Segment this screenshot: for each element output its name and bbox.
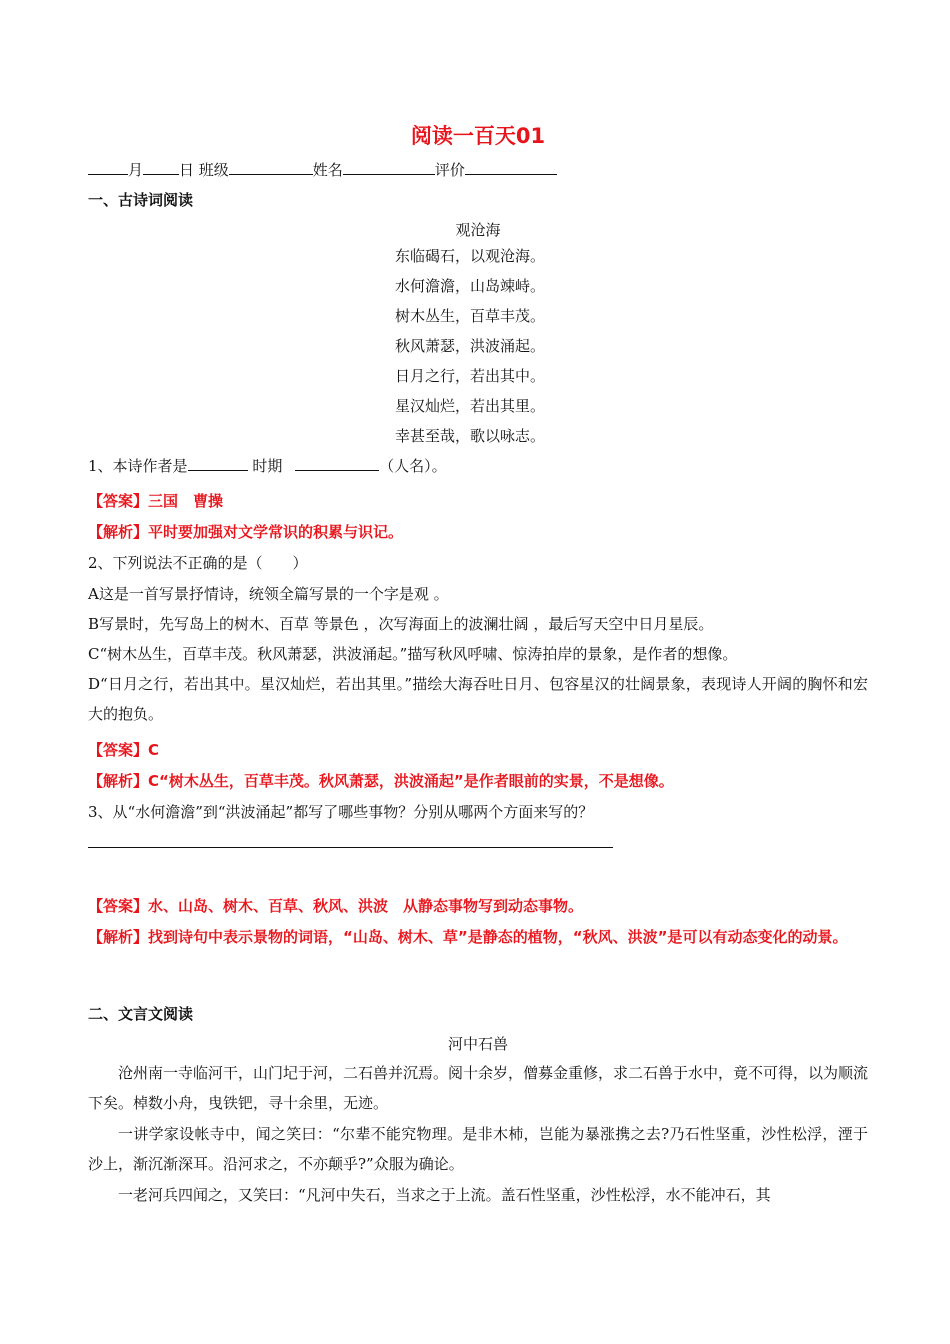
name-blank (343, 160, 435, 175)
header-fill-line (88, 160, 557, 180)
month-blank (88, 160, 128, 175)
author-name-blank (295, 456, 379, 471)
eval-label: 评价 (434, 161, 465, 179)
question-2-option-b: B写景时，先写岛上的树木、百草 等景色 ，次写海面上的波澜壮阔 ，最后写天空中日月星辰。 (88, 615, 714, 633)
question-3-answer: 【答案】水、山岛、树木、百草、秋风、洪波 从静态事物写到动态事物。 (88, 897, 584, 915)
poem-line: 日月之行，若出其中。 (395, 367, 546, 385)
question-1-part-a: 1、本诗作者是 (88, 457, 188, 475)
question-1-analysis: 【解析】平时要加强对文学常识的积累与识记。 (88, 523, 404, 541)
question-3-answer-line (88, 847, 613, 848)
poem-line: 东临碣石，以观沧海。 (395, 247, 546, 265)
question-1-part-c: （人名）。 (379, 457, 447, 475)
poem-line: 星汉灿烂，若出其里。 (395, 397, 546, 415)
text-title: 河中石兽 (447, 1035, 508, 1053)
question-2-option-a: A这是一首写景抒情诗，统领全篇写景的一个字是观 。 (88, 585, 449, 603)
question-1-answer: 【答案】三国 曹操 (88, 492, 224, 510)
question-2-option-c: C“树木丛生，百草丰茂。秋风萧瑟，洪波涌起。”描写秋风呼啸、惊涛拍岸的景象，是作者的想像。 (88, 645, 738, 663)
poem-line: 秋风萧瑟，洪波涌起。 (395, 337, 546, 355)
page-title: 阅读一百天01 (410, 124, 546, 148)
question-2-analysis: 【解析】C“树木丛生，百草丰茂。秋风萧瑟，洪波涌起”是作者眼前的实景，不是想像。 (88, 772, 674, 790)
question-1-part-b: 时期 (247, 457, 288, 475)
class-blank (229, 160, 313, 175)
text-paragraph: 沧州南一寺临河干，山门圮于河，二石兽并沉焉。阅十余岁，僧募金重修，求二石兽于水中，竟不可得，以为顺流下矣。棹数小舟，曳铁钯，寻十余里，无迹。 (88, 1064, 869, 1112)
question-2-option-d: D“日月之行，若出其中。星汉灿烂，若出其里。”描绘大海吞吐日月、包容星汉的壮阔景象，表现诗人开阔的胸怀和宏大的抱负。 (88, 675, 868, 723)
text-paragraph: 一老河兵四闻之，又笑曰：“凡河中失石，当求之于上流。盖石性坚重，沙性松浮，水不能冲石，其 (118, 1186, 771, 1204)
poem-title: 观沧海 (455, 221, 501, 239)
question-1 (88, 456, 447, 476)
day-class-label: 日 班级 (179, 161, 229, 179)
poem-line: 水何澹澹，山岛竦峙。 (395, 277, 546, 295)
author-era-blank (188, 456, 248, 471)
day-blank (143, 160, 179, 175)
name-label: 姓名 (312, 161, 343, 179)
poem-line: 树木丛生，百草丰茂。 (395, 307, 546, 325)
month-label: 月 (128, 161, 144, 179)
poem-line: 幸甚至哉，歌以咏志。 (395, 427, 546, 445)
section2-heading: 二、文言文阅读 (88, 1005, 194, 1023)
eval-blank (465, 160, 557, 175)
question-2-answer: 【答案】C (88, 741, 160, 759)
text-paragraph: 一讲学家设帐寺中，闻之笑曰：“尔辈不能究物理。是非木杮，岂能为暴涨携之去?乃石性坚重，沙性松浮，湮于沙上，渐沉渐深耳。沿河求之，不亦颠乎?”众服为确论。 (88, 1125, 868, 1173)
question-3-analysis: 【解析】找到诗句中表示景物的词语，“山岛、树木、草”是静态的植物，“秋风、洪波”是可以有动态变化的动景。 (88, 928, 848, 946)
section1-heading: 一、古诗词阅读 (88, 191, 194, 209)
question-3: 3、从“水何澹澹”到“洪波涌起”都写了哪些事物？分别从哪两个方面来写的？ (88, 803, 594, 821)
question-2: 2、下列说法不正确的是（ ） (88, 554, 308, 572)
